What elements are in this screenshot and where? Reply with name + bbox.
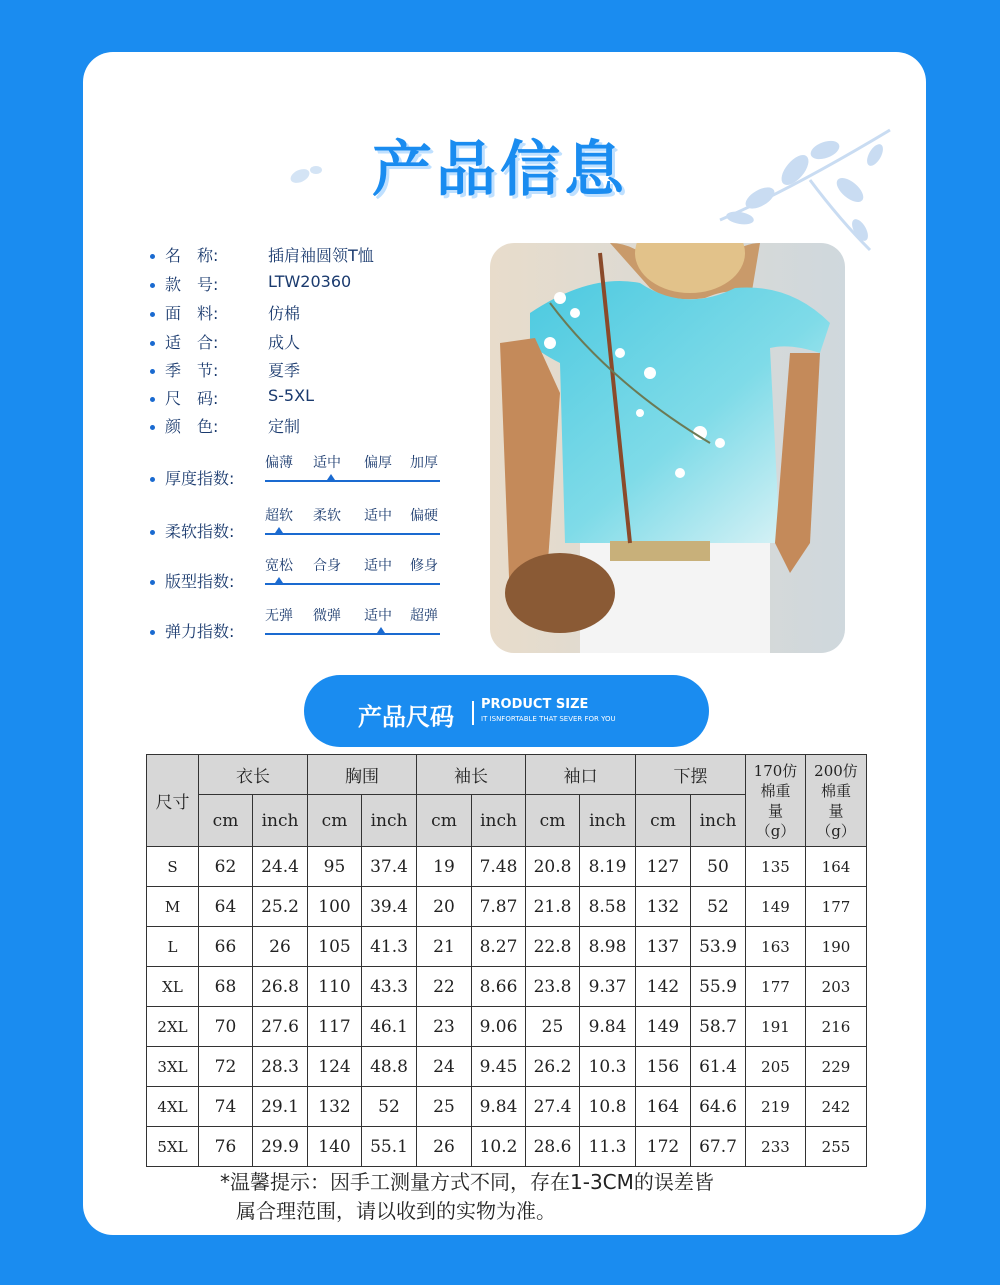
index-marker-icon [275,527,283,533]
value-cell: 205 [746,1047,806,1087]
value-cell: 7.87 [472,887,526,927]
value-cell: 8.27 [472,927,526,967]
value-cell: 26.8 [253,967,308,1007]
spec-row [150,358,301,381]
unit-header-inch: inch [362,795,417,847]
value-cell: 76 [199,1127,253,1167]
index-option: 偏厚 [364,455,392,471]
value-cell: 19 [417,847,472,887]
size-cell: 2XL [147,1007,199,1047]
value-cell: 25 [417,1087,472,1127]
size-header: 尺寸 [147,755,199,847]
index-label-text: 弹力指数: [165,622,235,641]
value-cell: 233 [746,1127,806,1167]
bullet-icon [150,397,155,402]
value-cell: 149 [746,887,806,927]
value-cell: 124 [308,1047,362,1087]
table-row [147,1087,867,1127]
spec-key: 名 称: [165,246,219,265]
value-cell: 9.84 [580,1007,636,1047]
value-cell: 20 [417,887,472,927]
value-cell: 70 [199,1007,253,1047]
index-scale-line [265,583,440,585]
bullet-icon [150,425,155,430]
value-cell: 27.6 [253,1007,308,1047]
value-cell: 68 [199,967,253,1007]
spec-key: 尺 码: [165,389,219,408]
spec-value: 插肩袖圆领T恤 [268,246,374,265]
value-cell: 62 [199,847,253,887]
group-header: 袖口 [526,755,636,795]
value-cell: 52 [362,1087,417,1127]
index-option: 宽松 [265,558,293,574]
value-cell: 23 [417,1007,472,1047]
bullet-icon [150,254,155,259]
value-cell: 22.8 [526,927,580,967]
value-cell: 43.3 [362,967,417,1007]
index-label [150,466,234,489]
note-line-1: *温馨提示：因手工测量方式不同，存在1-3CM的误差皆 [220,1170,714,1194]
value-cell: 52 [691,887,746,927]
spec-row [150,414,301,437]
index-option: 适中 [364,558,392,574]
value-cell: 117 [308,1007,362,1047]
bullet-icon [150,580,155,585]
size-table [146,754,867,1167]
index-option: 适中 [313,455,341,471]
value-cell: 74 [199,1087,253,1127]
index-option: 微弹 [313,608,341,624]
index-label-text: 厚度指数: [165,469,235,488]
value-cell: 55.1 [362,1127,417,1167]
index-option: 超弹 [410,608,438,624]
index-option: 合身 [313,558,341,574]
value-cell: 64 [199,887,253,927]
spec-key: 面 料: [165,304,219,323]
value-cell: 37.4 [362,847,417,887]
index-option: 柔软 [313,508,341,524]
size-banner [304,675,709,747]
spec-row [150,272,352,295]
value-cell: 58.7 [691,1007,746,1047]
spec-value: 成人 [268,333,301,352]
index-option: 超软 [265,508,293,524]
size-banner-en-sub: IT ISNFORTABLE THAT SEVER FOR YOU [481,715,616,723]
unit-header-cm: cm [636,795,691,847]
value-cell: 50 [691,847,746,887]
value-cell: 67.7 [691,1127,746,1167]
spec-key: 适 合: [165,333,219,352]
bullet-icon [150,630,155,635]
value-cell: 26.2 [526,1047,580,1087]
value-cell: 100 [308,887,362,927]
size-banner-title: 产品尺码 [358,703,454,731]
index-scale-line [265,480,440,482]
value-cell: 48.8 [362,1047,417,1087]
value-cell: 23.8 [526,967,580,1007]
value-cell: 61.4 [691,1047,746,1087]
spec-row [150,301,301,324]
value-cell: 64.6 [691,1087,746,1127]
value-cell: 135 [746,847,806,887]
spec-value: LTW20360 [268,272,352,291]
value-cell: 142 [636,967,691,1007]
weight-header-line: 200仿 [814,761,858,780]
index-option: 无弹 [265,608,293,624]
table-row [147,1047,867,1087]
measurement-note [220,1168,714,1226]
unit-header-inch: inch [253,795,308,847]
spec-row [150,330,301,353]
value-cell: 110 [308,967,362,1007]
value-cell: 7.48 [472,847,526,887]
weight-header-line: 量 [767,801,783,820]
bullet-icon [150,369,155,374]
value-cell: 219 [746,1087,806,1127]
size-cell: 5XL [147,1127,199,1167]
index-scale [265,505,440,535]
value-cell: 8.19 [580,847,636,887]
value-cell: 156 [636,1047,691,1087]
product-photo [490,243,845,653]
value-cell: 11.3 [580,1127,636,1167]
spec-value: 仿棉 [268,304,301,323]
value-cell: 26 [253,927,308,967]
group-header: 胸围 [308,755,417,795]
unit-header-inch: inch [691,795,746,847]
value-cell: 242 [806,1087,867,1127]
weight-header-line: 棉重 [760,781,791,800]
value-cell: 22 [417,967,472,1007]
value-cell: 177 [746,967,806,1007]
spec-key: 季 节: [165,361,219,380]
value-cell: 9.84 [472,1087,526,1127]
size-banner-en: PRODUCT SIZE [481,697,589,712]
spec-value: 夏季 [268,361,301,380]
index-scale [265,555,440,585]
value-cell: 255 [806,1127,867,1167]
value-cell: 29.1 [253,1087,308,1127]
group-header: 袖长 [417,755,526,795]
size-cell: M [147,887,199,927]
value-cell: 137 [636,927,691,967]
value-cell: 24.4 [253,847,308,887]
table-row [147,1007,867,1047]
weight-header-line: 170仿 [753,761,798,780]
value-cell: 9.37 [580,967,636,1007]
value-cell: 46.1 [362,1007,417,1047]
table-row [147,967,867,1007]
size-cell: S [147,847,199,887]
unit-header-cm: cm [199,795,253,847]
value-cell: 28.6 [526,1127,580,1167]
value-cell: 177 [806,887,867,927]
size-cell: 3XL [147,1047,199,1087]
value-cell: 8.58 [580,887,636,927]
value-cell: 29.9 [253,1127,308,1167]
index-scale [265,605,440,635]
value-cell: 191 [746,1007,806,1047]
value-cell: 163 [746,927,806,967]
table-row [147,847,867,887]
index-label [150,569,234,592]
value-cell: 127 [636,847,691,887]
size-cell: XL [147,967,199,1007]
weight-header-line: （g） [755,821,796,840]
weight-header-line: （g） [816,821,856,840]
value-cell: 41.3 [362,927,417,967]
index-scale-line [265,633,440,635]
bullet-icon [150,312,155,317]
bullet-icon [150,341,155,346]
value-cell: 26 [417,1127,472,1167]
unit-header-cm: cm [308,795,362,847]
value-cell: 95 [308,847,362,887]
value-cell: 39.4 [362,887,417,927]
value-cell: 140 [308,1127,362,1167]
index-label-text: 版型指数: [165,572,235,591]
unit-header-inch: inch [580,795,636,847]
value-cell: 8.98 [580,927,636,967]
value-cell: 20.8 [526,847,580,887]
value-cell: 8.66 [472,967,526,1007]
index-option: 加厚 [410,455,438,471]
index-option: 偏硬 [410,508,438,524]
index-label [150,519,234,542]
value-cell: 190 [806,927,867,967]
index-option: 偏薄 [265,455,293,471]
table-row [147,887,867,927]
value-cell: 55.9 [691,967,746,1007]
value-cell: 66 [199,927,253,967]
spec-value: S-5XL [268,386,314,405]
value-cell: 9.45 [472,1047,526,1087]
value-cell: 27.4 [526,1087,580,1127]
value-cell: 164 [806,847,867,887]
size-cell: L [147,927,199,967]
index-marker-icon [377,627,385,633]
value-cell: 21 [417,927,472,967]
spec-value: 定制 [268,417,301,436]
value-cell: 10.3 [580,1047,636,1087]
value-cell: 72 [199,1047,253,1087]
note-line-2: 属合理范围，请以收到的实物为准。 [236,1199,556,1223]
index-marker-icon [275,577,283,583]
weight-header-line: 棉重 [820,781,851,800]
bullet-icon [150,477,155,482]
spec-key: 颜 色: [165,417,219,436]
weight-header-line: 量 [828,801,844,820]
value-cell: 132 [636,887,691,927]
unit-header-inch: inch [472,795,526,847]
value-cell: 164 [636,1087,691,1127]
page-title: 产品信息 [372,135,628,205]
value-cell: 132 [308,1087,362,1127]
value-cell: 216 [806,1007,867,1047]
index-scale [265,452,440,482]
value-cell: 25 [526,1007,580,1047]
spec-key: 款 号: [165,275,219,294]
index-option: 适中 [364,608,392,624]
index-label-text: 柔软指数: [165,522,235,541]
table-row [147,1127,867,1167]
unit-header-cm: cm [526,795,580,847]
bullet-icon [150,530,155,535]
value-cell: 53.9 [691,927,746,967]
spec-row [150,243,374,266]
value-cell: 229 [806,1047,867,1087]
bullet-icon [150,283,155,288]
group-header: 衣长 [199,755,308,795]
banner-divider [472,701,474,725]
value-cell: 24 [417,1047,472,1087]
index-option: 适中 [364,508,392,524]
index-label [150,619,234,642]
table-row [147,927,867,967]
spec-row [150,386,314,409]
weight-header [746,755,806,847]
size-cell: 4XL [147,1087,199,1127]
weight-header [806,755,867,847]
value-cell: 105 [308,927,362,967]
value-cell: 25.2 [253,887,308,927]
value-cell: 203 [806,967,867,1007]
value-cell: 10.8 [580,1087,636,1127]
value-cell: 172 [636,1127,691,1167]
index-option: 修身 [410,558,438,574]
index-marker-icon [327,474,335,480]
value-cell: 28.3 [253,1047,308,1087]
index-scale-line [265,533,440,535]
unit-header-cm: cm [417,795,472,847]
value-cell: 9.06 [472,1007,526,1047]
value-cell: 21.8 [526,887,580,927]
value-cell: 149 [636,1007,691,1047]
value-cell: 10.2 [472,1127,526,1167]
group-header: 下摆 [636,755,746,795]
